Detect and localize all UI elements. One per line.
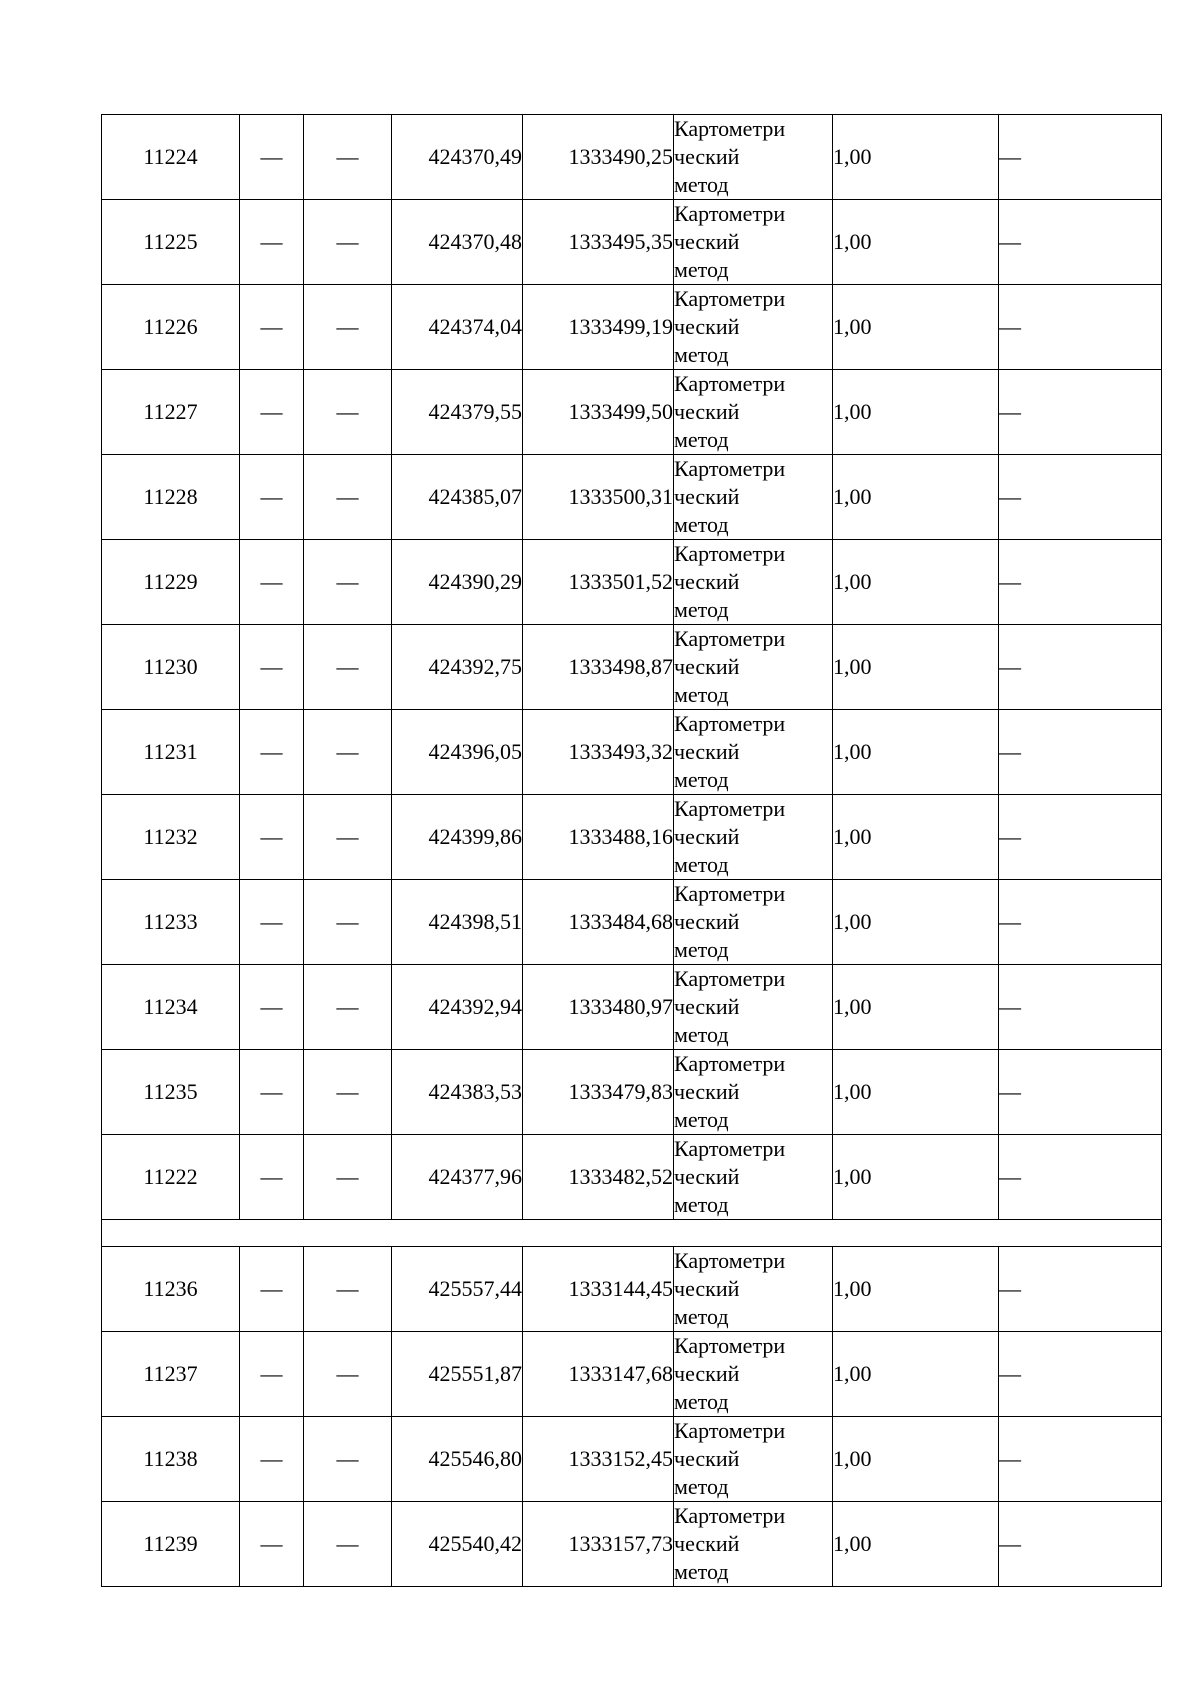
- empty-cell-8: —: [999, 455, 1162, 540]
- method-line: ческий: [674, 1361, 740, 1386]
- method-cell: [674, 540, 833, 625]
- accuracy-cell: 1,00: [833, 1050, 999, 1135]
- x-coordinate-cell: 424399,86: [392, 795, 523, 880]
- empty-cell-2: —: [240, 455, 304, 540]
- empty-cell-3: —: [304, 795, 392, 880]
- empty-cell-3: —: [304, 965, 392, 1050]
- x-coordinate-cell: 424390,29: [392, 540, 523, 625]
- x-coordinate-cell: 425540,42: [392, 1502, 523, 1587]
- method-line: ческий: [674, 1079, 740, 1104]
- table-row: [102, 1247, 1162, 1332]
- empty-cell-2: —: [240, 285, 304, 370]
- empty-cell-3: —: [304, 710, 392, 795]
- method-line: ческий: [674, 994, 740, 1019]
- empty-cell-3: —: [304, 455, 392, 540]
- accuracy-cell: 1,00: [833, 1135, 999, 1220]
- method-cell: [674, 710, 833, 795]
- method-line: метод: [674, 512, 729, 537]
- empty-cell-2: —: [240, 200, 304, 285]
- x-coordinate-cell: 424370,48: [392, 200, 523, 285]
- method-line: метод: [674, 342, 729, 367]
- x-coordinate-cell: 425551,87: [392, 1332, 523, 1417]
- empty-cell-8: —: [999, 1502, 1162, 1587]
- y-coordinate-cell: 1333501,52: [523, 540, 674, 625]
- empty-cell-8: —: [999, 200, 1162, 285]
- accuracy-cell: 1,00: [833, 285, 999, 370]
- method-line: ческий: [674, 824, 740, 849]
- x-coordinate-cell: 424374,04: [392, 285, 523, 370]
- empty-cell-3: —: [304, 1332, 392, 1417]
- x-coordinate-cell: 424385,07: [392, 455, 523, 540]
- method-line: Картометри: [674, 286, 786, 311]
- method-line: ческий: [674, 1276, 740, 1301]
- empty-cell-8: —: [999, 1050, 1162, 1135]
- table-row: [102, 455, 1162, 540]
- point-number-cell: 11228: [102, 455, 240, 540]
- table-row: [102, 625, 1162, 710]
- empty-cell-3: —: [304, 1050, 392, 1135]
- point-number-cell: 11238: [102, 1417, 240, 1502]
- method-cell: [674, 965, 833, 1050]
- point-number-cell: 11229: [102, 540, 240, 625]
- x-coordinate-cell: 424383,53: [392, 1050, 523, 1135]
- method-line: метод: [674, 852, 729, 877]
- empty-cell-2: —: [240, 1135, 304, 1220]
- point-number-cell: 11231: [102, 710, 240, 795]
- method-line: метод: [674, 172, 729, 197]
- table-row: [102, 370, 1162, 455]
- empty-cell-2: —: [240, 625, 304, 710]
- empty-cell-3: —: [304, 880, 392, 965]
- accuracy-cell: 1,00: [833, 1332, 999, 1417]
- method-cell: [674, 1135, 833, 1220]
- y-coordinate-cell: 1333499,50: [523, 370, 674, 455]
- method-cell: [674, 1417, 833, 1502]
- y-coordinate-cell: 1333490,25: [523, 115, 674, 200]
- method-cell: [674, 370, 833, 455]
- y-coordinate-cell: 1333144,45: [523, 1247, 674, 1332]
- y-coordinate-cell: 1333147,68: [523, 1332, 674, 1417]
- accuracy-cell: 1,00: [833, 540, 999, 625]
- table-row: [102, 710, 1162, 795]
- method-line: метод: [674, 1192, 729, 1217]
- method-line: метод: [674, 1389, 729, 1414]
- point-number-cell: 11239: [102, 1502, 240, 1587]
- coordinates-table: [101, 114, 1162, 1587]
- method-cell: [674, 115, 833, 200]
- point-number-cell: 11236: [102, 1247, 240, 1332]
- empty-cell-3: —: [304, 285, 392, 370]
- point-number-cell: 11233: [102, 880, 240, 965]
- method-line: Картометри: [674, 881, 786, 906]
- y-coordinate-cell: 1333498,87: [523, 625, 674, 710]
- table-row: [102, 795, 1162, 880]
- method-line: ческий: [674, 484, 740, 509]
- empty-cell-2: —: [240, 795, 304, 880]
- empty-cell-3: —: [304, 625, 392, 710]
- y-coordinate-cell: 1333488,16: [523, 795, 674, 880]
- table-row: [102, 1417, 1162, 1502]
- empty-cell-3: —: [304, 1502, 392, 1587]
- method-line: Картометри: [674, 796, 786, 821]
- x-coordinate-cell: 424398,51: [392, 880, 523, 965]
- empty-cell-3: —: [304, 115, 392, 200]
- method-cell: [674, 1247, 833, 1332]
- method-line: метод: [674, 1022, 729, 1047]
- empty-cell-3: —: [304, 1135, 392, 1220]
- x-coordinate-cell: 424396,05: [392, 710, 523, 795]
- table-row: [102, 540, 1162, 625]
- method-cell: [674, 1050, 833, 1135]
- method-cell: [674, 625, 833, 710]
- method-cell: [674, 1502, 833, 1587]
- x-coordinate-cell: 424370,49: [392, 115, 523, 200]
- method-line: ческий: [674, 1164, 740, 1189]
- empty-cell-8: —: [999, 625, 1162, 710]
- point-number-cell: 11222: [102, 1135, 240, 1220]
- point-number-cell: 11237: [102, 1332, 240, 1417]
- empty-cell-3: —: [304, 540, 392, 625]
- method-line: ческий: [674, 654, 740, 679]
- empty-cell-2: —: [240, 1332, 304, 1417]
- method-line: Картометри: [674, 1418, 786, 1443]
- accuracy-cell: 1,00: [833, 1417, 999, 1502]
- method-cell: [674, 455, 833, 540]
- method-line: ческий: [674, 739, 740, 764]
- empty-cell-8: —: [999, 1247, 1162, 1332]
- point-number-cell: 11230: [102, 625, 240, 710]
- accuracy-cell: 1,00: [833, 625, 999, 710]
- method-line: Картометри: [674, 1051, 786, 1076]
- method-line: метод: [674, 1559, 729, 1584]
- empty-cell-2: —: [240, 1050, 304, 1135]
- empty-cell-2: —: [240, 115, 304, 200]
- method-line: ческий: [674, 1531, 740, 1556]
- empty-cell-2: —: [240, 540, 304, 625]
- method-line: метод: [674, 1107, 729, 1132]
- method-line: метод: [674, 257, 729, 282]
- empty-cell-3: —: [304, 200, 392, 285]
- x-coordinate-cell: 424379,55: [392, 370, 523, 455]
- accuracy-cell: 1,00: [833, 1247, 999, 1332]
- table-row: [102, 1502, 1162, 1587]
- y-coordinate-cell: 1333152,45: [523, 1417, 674, 1502]
- method-line: Картометри: [674, 711, 786, 736]
- method-line: Картометри: [674, 371, 786, 396]
- accuracy-cell: 1,00: [833, 710, 999, 795]
- y-coordinate-cell: 1333479,83: [523, 1050, 674, 1135]
- method-cell: [674, 285, 833, 370]
- table-row: [102, 285, 1162, 370]
- x-coordinate-cell: 424392,75: [392, 625, 523, 710]
- accuracy-cell: 1,00: [833, 795, 999, 880]
- y-coordinate-cell: 1333480,97: [523, 965, 674, 1050]
- empty-cell-8: —: [999, 115, 1162, 200]
- x-coordinate-cell: 425557,44: [392, 1247, 523, 1332]
- separator-cell: [102, 1220, 1162, 1247]
- accuracy-cell: 1,00: [833, 965, 999, 1050]
- method-line: ческий: [674, 909, 740, 934]
- table-row: [102, 200, 1162, 285]
- accuracy-cell: 1,00: [833, 115, 999, 200]
- table-body: [102, 115, 1162, 1587]
- table-row: [102, 115, 1162, 200]
- empty-cell-2: —: [240, 1247, 304, 1332]
- empty-cell-2: —: [240, 710, 304, 795]
- method-cell: [674, 880, 833, 965]
- point-number-cell: 11235: [102, 1050, 240, 1135]
- method-line: ческий: [674, 314, 740, 339]
- method-line: Картометри: [674, 1503, 786, 1528]
- empty-cell-8: —: [999, 795, 1162, 880]
- y-coordinate-cell: 1333484,68: [523, 880, 674, 965]
- empty-cell-3: —: [304, 1247, 392, 1332]
- method-line: метод: [674, 427, 729, 452]
- empty-cell-8: —: [999, 540, 1162, 625]
- table-row: [102, 1332, 1162, 1417]
- method-line: метод: [674, 1474, 729, 1499]
- empty-cell-2: —: [240, 370, 304, 455]
- point-number-cell: 11226: [102, 285, 240, 370]
- table-row: [102, 1135, 1162, 1220]
- accuracy-cell: 1,00: [833, 370, 999, 455]
- empty-cell-8: —: [999, 370, 1162, 455]
- method-line: Картометри: [674, 201, 786, 226]
- y-coordinate-cell: 1333499,19: [523, 285, 674, 370]
- empty-cell-8: —: [999, 1417, 1162, 1502]
- method-line: метод: [674, 937, 729, 962]
- empty-cell-8: —: [999, 880, 1162, 965]
- method-line: Картометри: [674, 116, 786, 141]
- method-line: метод: [674, 597, 729, 622]
- x-coordinate-cell: 424392,94: [392, 965, 523, 1050]
- method-cell: [674, 1332, 833, 1417]
- method-line: ческий: [674, 1446, 740, 1471]
- method-line: метод: [674, 767, 729, 792]
- method-line: ческий: [674, 399, 740, 424]
- empty-cell-2: —: [240, 1502, 304, 1587]
- accuracy-cell: 1,00: [833, 880, 999, 965]
- empty-cell-8: —: [999, 965, 1162, 1050]
- empty-cell-2: —: [240, 1417, 304, 1502]
- empty-cell-8: —: [999, 285, 1162, 370]
- y-coordinate-cell: 1333495,35: [523, 200, 674, 285]
- y-coordinate-cell: 1333493,32: [523, 710, 674, 795]
- table-separator-row: [102, 1220, 1162, 1247]
- method-line: ческий: [674, 569, 740, 594]
- method-line: ческий: [674, 229, 740, 254]
- empty-cell-8: —: [999, 1135, 1162, 1220]
- table-row: [102, 880, 1162, 965]
- method-line: Картометри: [674, 456, 786, 481]
- empty-cell-3: —: [304, 1417, 392, 1502]
- method-line: метод: [674, 1304, 729, 1329]
- y-coordinate-cell: 1333500,31: [523, 455, 674, 540]
- empty-cell-2: —: [240, 965, 304, 1050]
- empty-cell-3: —: [304, 370, 392, 455]
- method-line: Картометри: [674, 626, 786, 651]
- table-row: [102, 1050, 1162, 1135]
- method-line: Картометри: [674, 1136, 786, 1161]
- method-line: Картометри: [674, 1333, 786, 1358]
- x-coordinate-cell: 425546,80: [392, 1417, 523, 1502]
- x-coordinate-cell: 424377,96: [392, 1135, 523, 1220]
- y-coordinate-cell: 1333482,52: [523, 1135, 674, 1220]
- method-cell: [674, 795, 833, 880]
- point-number-cell: 11227: [102, 370, 240, 455]
- point-number-cell: 11224: [102, 115, 240, 200]
- method-line: Картометри: [674, 966, 786, 991]
- method-line: метод: [674, 682, 729, 707]
- method-cell: [674, 200, 833, 285]
- method-line: Картометри: [674, 1248, 786, 1273]
- empty-cell-2: —: [240, 880, 304, 965]
- accuracy-cell: 1,00: [833, 1502, 999, 1587]
- empty-cell-8: —: [999, 1332, 1162, 1417]
- accuracy-cell: 1,00: [833, 200, 999, 285]
- accuracy-cell: 1,00: [833, 455, 999, 540]
- point-number-cell: 11232: [102, 795, 240, 880]
- empty-cell-8: —: [999, 710, 1162, 795]
- point-number-cell: 11234: [102, 965, 240, 1050]
- table-row: [102, 965, 1162, 1050]
- method-line: ческий: [674, 144, 740, 169]
- point-number-cell: 11225: [102, 200, 240, 285]
- y-coordinate-cell: 1333157,73: [523, 1502, 674, 1587]
- method-line: Картометри: [674, 541, 786, 566]
